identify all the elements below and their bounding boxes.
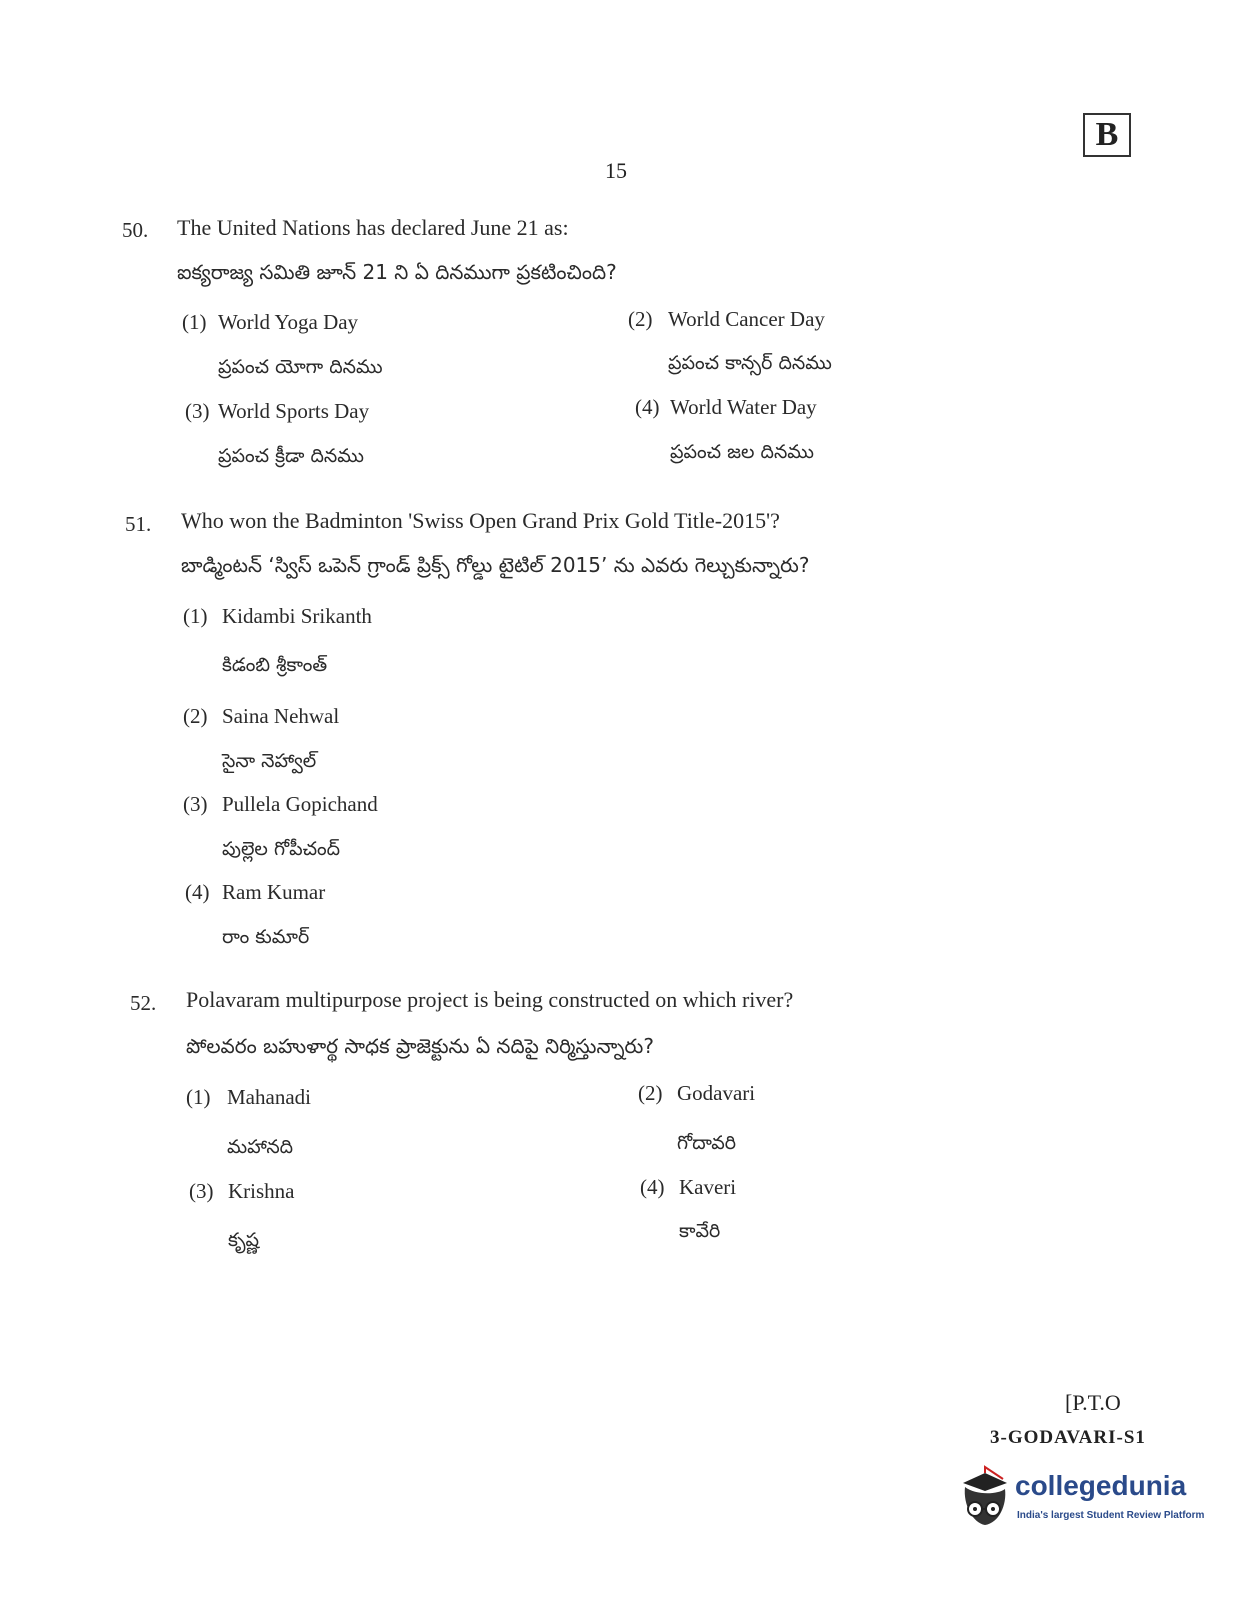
option-text-en: Kaveri [679, 1175, 737, 1199]
option-text-en: Pullela Gopichand [222, 792, 378, 816]
question-text-en: The United Nations has declared June 21 as: [177, 215, 569, 240]
mascot-logo-icon [955, 1465, 1015, 1535]
option-label: (4) [640, 1175, 665, 1199]
question-number: 51. [125, 512, 152, 536]
option-text-te: మహానది [227, 1136, 294, 1158]
question-number: 52. [130, 991, 157, 1015]
option-label: (3) [185, 399, 210, 423]
option-text-te: ప్రపంచ క్రీడా దినము [218, 445, 364, 467]
pto-label: [P.T.O [1065, 1390, 1121, 1415]
option-text-en: Saina Nehwal [222, 704, 340, 728]
option-text-te: పుల్లెల గోపీచంద్ [222, 838, 341, 860]
option-label: (3) [189, 1179, 214, 1203]
question-text-en: Who won the Badminton 'Swiss Open Grand Prix Gold Title-2015'? [181, 508, 780, 533]
option-label: (3) [183, 792, 208, 816]
question-text-te: పోలవరం బహుళార్థ సాధక ప్రాజెక్టును ఏ నదిపై నిర్మిస్తున్నారు? [186, 1034, 654, 1058]
option-text-en: World Yoga Day [218, 310, 359, 334]
option-text-te: కిడంబి శ్రీకాంత్ [222, 654, 328, 676]
option-label: (2) [183, 704, 208, 728]
option-text-en: Godavari [677, 1081, 756, 1105]
paper-code: 3-GODAVARI-S1 [990, 1427, 1146, 1448]
option-label: (2) [638, 1081, 663, 1105]
option-text-en: Kidambi Srikanth [222, 604, 372, 628]
option-label: (1) [186, 1085, 211, 1109]
option-text-te: రాం కుమార్ [222, 926, 310, 948]
option-text-te: ప్రపంచ కాన్సర్ దినము [668, 352, 832, 374]
option-text-te: గోదావరి [677, 1132, 737, 1154]
option-text-en: World Water Day [670, 395, 817, 419]
question-text-en: Polavaram multipurpose project is being constructed on which river? [186, 987, 794, 1012]
logo-tagline: India's largest Student Review Platform [1017, 1510, 1205, 1521]
question-text-te: బాడ్మింటన్ ‘స్విస్ ఒపెన్ గ్రాండ్ ప్రిక్స్ గోల్డు టైటిల్ 2015’ ను ఎవరు గెల్చుకున్నారు? [181, 553, 810, 577]
option-text-te: కృష్ణ [228, 1229, 260, 1251]
option-text-te: ప్రపంచ యోగా దినము [218, 356, 383, 378]
option-text-en: Krishna [228, 1179, 295, 1203]
option-text-en: Ram Kumar [222, 880, 326, 904]
option-text-en: World Cancer Day [668, 307, 825, 331]
option-text-en: World Sports Day [218, 399, 370, 423]
option-label: (1) [183, 604, 208, 628]
question-number: 50. [122, 218, 149, 242]
set-label-box: B [1083, 113, 1131, 157]
page-number: 15 [605, 158, 627, 183]
option-label: (4) [185, 880, 210, 904]
option-label: (1) [182, 310, 207, 334]
option-label: (2) [628, 307, 653, 331]
option-text-en: Mahanadi [227, 1085, 311, 1109]
question-text-te: ఐక్యరాజ్య సమితి జూన్ 21 ని ఏ దినముగా ప్రకటించింది? [177, 260, 617, 284]
option-label: (4) [635, 395, 660, 419]
option-text-te: సైనా నెహ్వాల్ [222, 750, 317, 772]
logo-name: collegedunia [1015, 1470, 1187, 1501]
option-text-te: కావేరి [679, 1220, 721, 1242]
option-text-te: ప్రపంచ జల దినము [670, 441, 814, 463]
